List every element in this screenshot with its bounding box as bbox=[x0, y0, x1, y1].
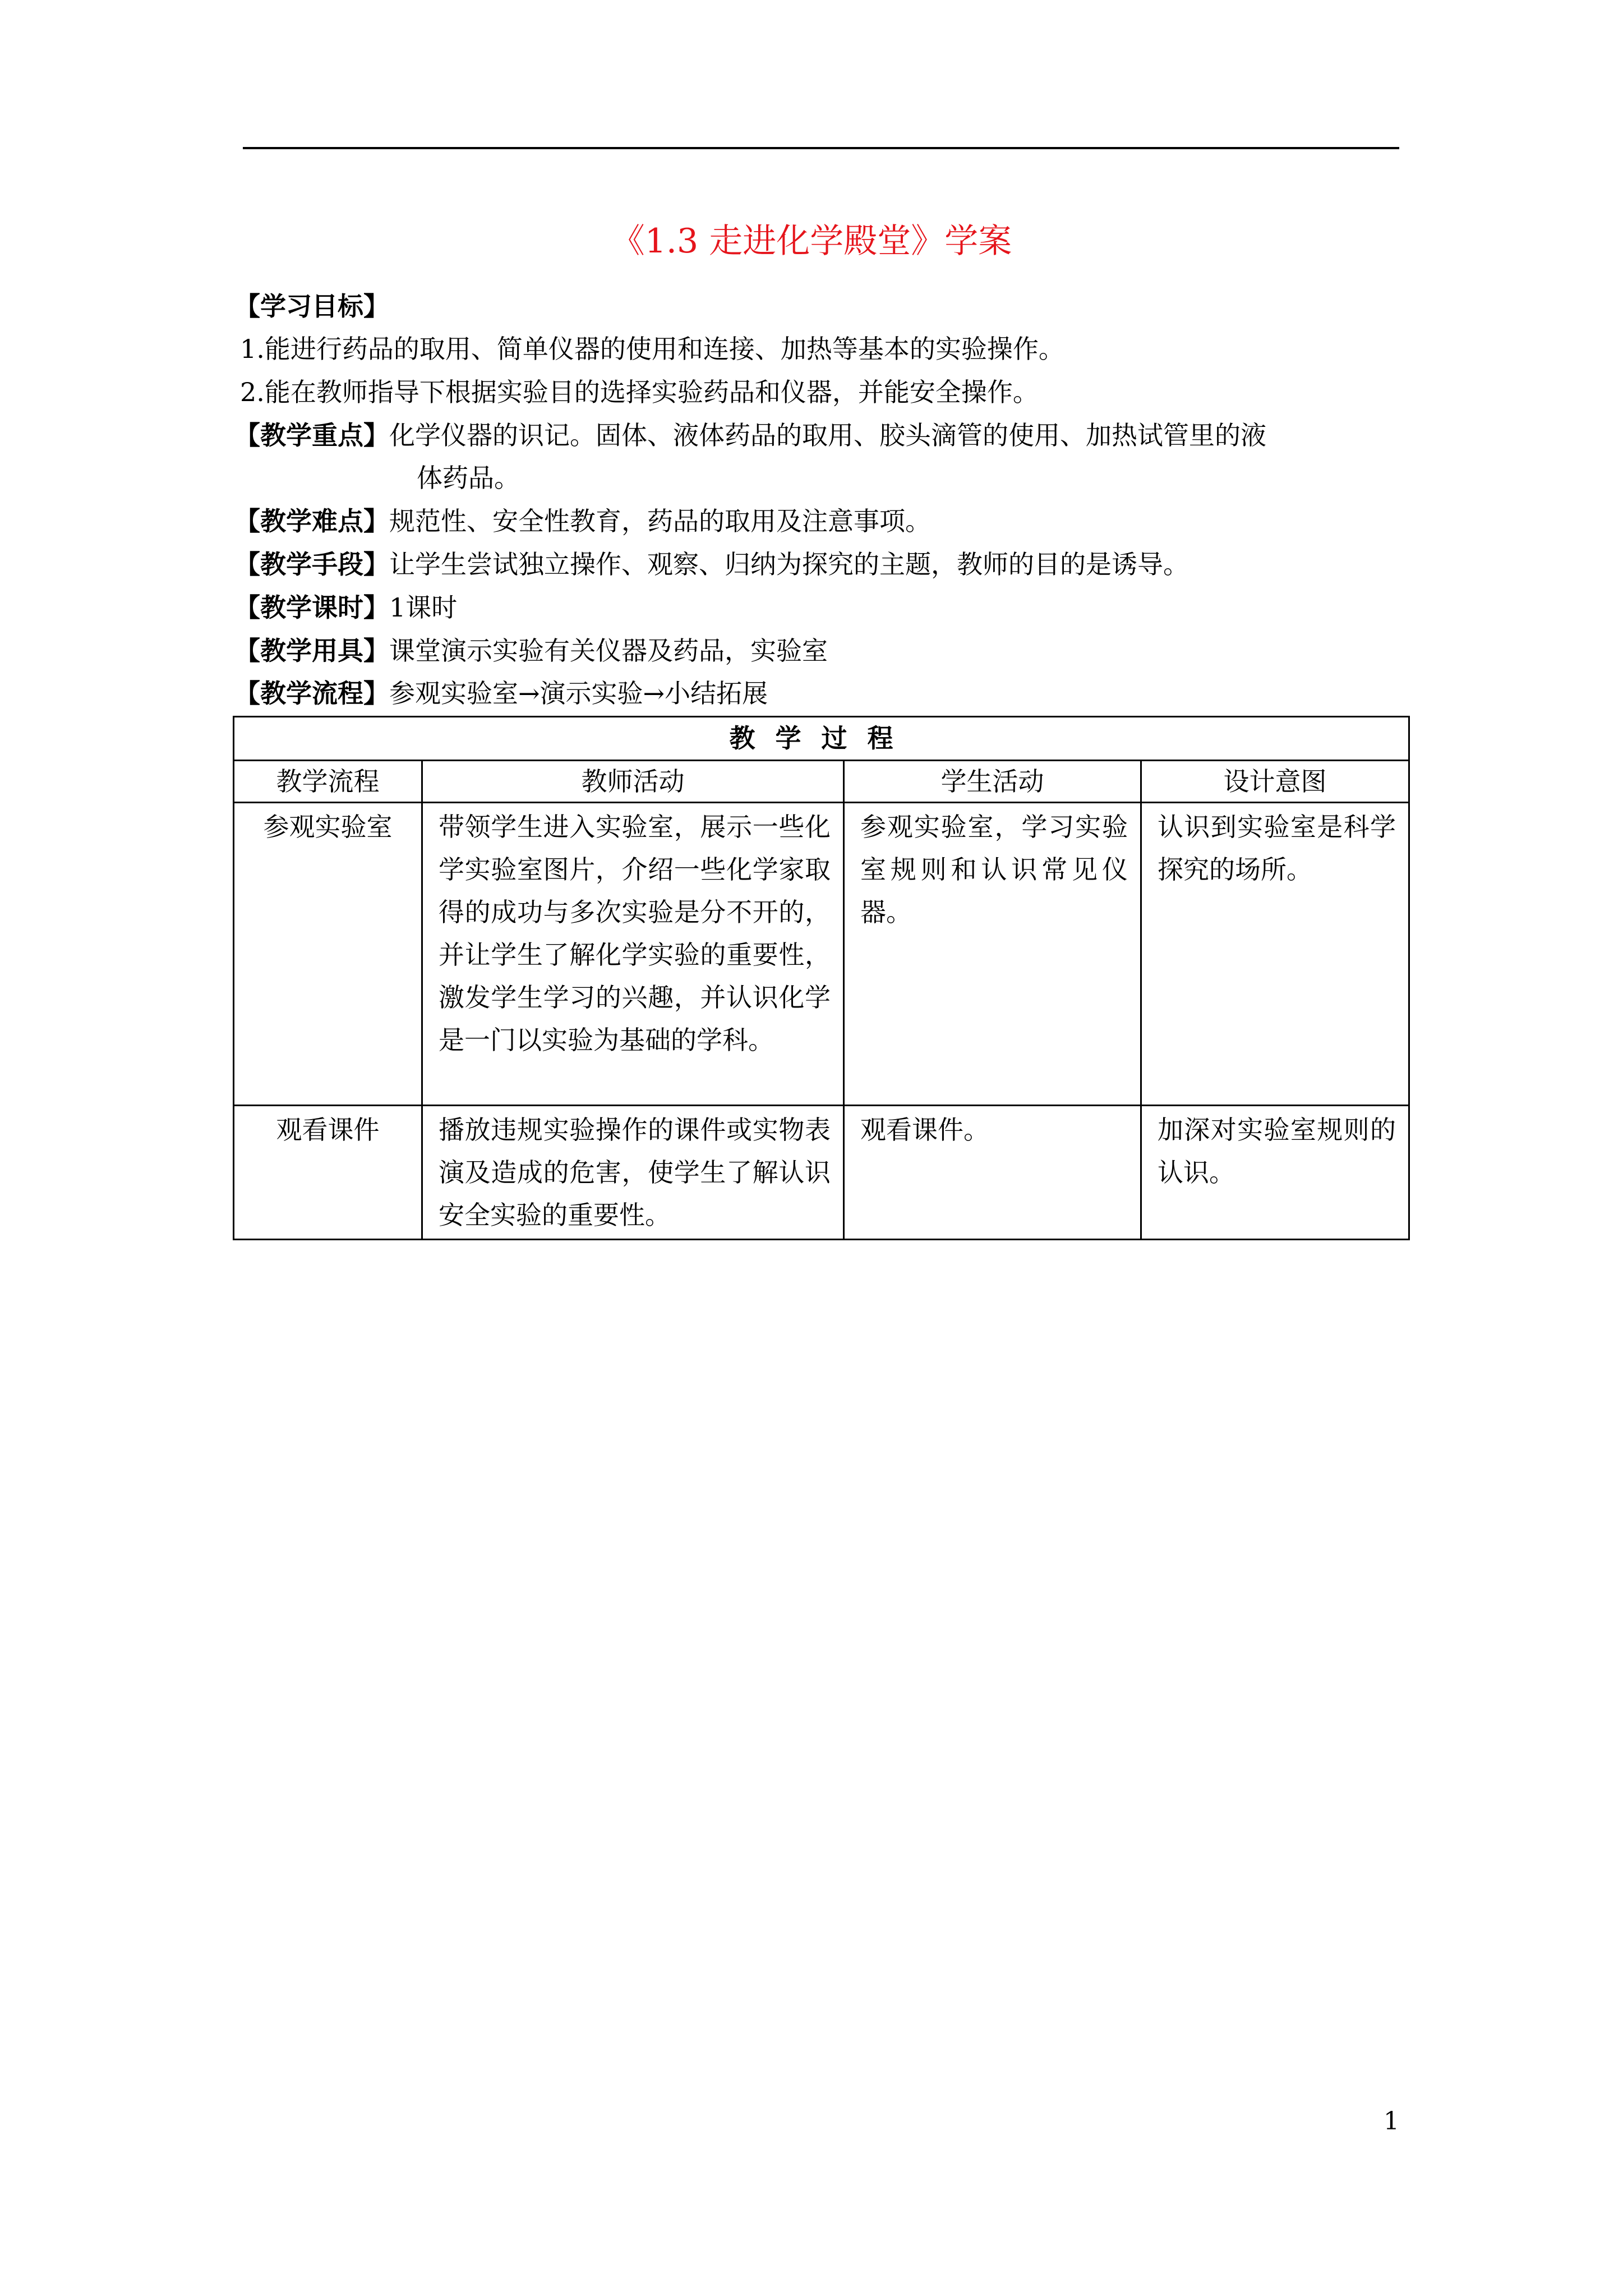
section-flow-label: 【教学流程】 bbox=[234, 678, 389, 708]
table-cell-stage: 参观实验室 bbox=[234, 803, 422, 1106]
table-heading: 教学过程 bbox=[234, 717, 1409, 761]
table-cell-teacher: 播放违规实验操作的课件或实物表演及造成的危害，使学生了解认识安全实验的重要性。 bbox=[422, 1106, 844, 1240]
section-methods bbox=[234, 543, 1189, 586]
section-tools-label: 【教学用具】 bbox=[234, 636, 389, 666]
section-methods-label: 【教学手段】 bbox=[234, 549, 389, 579]
section-key-points-label: 【教学重点】 bbox=[234, 420, 389, 450]
section-periods-label: 【教学课时】 bbox=[234, 592, 389, 623]
table-cell-student: 参观实验室，学习实验室规则和认识常见仪器。 bbox=[844, 803, 1141, 1106]
section-tools bbox=[234, 629, 828, 672]
section-tools-text: 课堂演示实验有关仪器及药品，实验室 bbox=[389, 636, 828, 666]
column-header-student: 学生活动 bbox=[844, 761, 1141, 803]
objectives-heading: 【学习目标】 bbox=[234, 291, 389, 321]
page-number: 1 bbox=[1384, 2107, 1399, 2136]
section-periods bbox=[234, 586, 457, 629]
table-heading-row bbox=[234, 717, 1409, 761]
table-cell-intent: 加深对实验室规则的认识。 bbox=[1141, 1106, 1409, 1240]
section-difficulties bbox=[234, 500, 931, 542]
table-cell-teacher: 带领学生进入实验室，展示一些化学实验室图片，介绍一些化学家取得的成功与多次实验是分不开的，并让学生了解化学实验的重要性，激发学生学习的兴趣，并认识化学是一门以实验为基础的学科。 bbox=[422, 803, 844, 1106]
document-title: 《1.3 走进化学殿堂》学案 bbox=[611, 222, 1012, 261]
table-cell-stage: 观看课件 bbox=[234, 1106, 422, 1240]
section-key-points-text: 化学仪器的识记。固体、液体药品的取用、胶头滴管的使用、加热试管里的液 bbox=[389, 420, 1266, 450]
section-flow bbox=[234, 672, 768, 715]
table-row bbox=[234, 1106, 1409, 1240]
header-rule bbox=[243, 147, 1399, 149]
section-key-points-continuation: 体药品。 bbox=[417, 463, 520, 493]
section-flow-text: 参观实验室→演示实验→小结拓展 bbox=[389, 678, 768, 708]
objective-item-1: 1.能进行药品的取用、简单仪器的使用和连接、加热等基本的实验操作。 bbox=[240, 334, 1064, 364]
section-key-points bbox=[234, 414, 1266, 457]
table-header-row bbox=[234, 761, 1409, 803]
teaching-process-table bbox=[233, 716, 1410, 1240]
column-header-intent: 设计意图 bbox=[1141, 761, 1409, 803]
objective-item-2: 2.能在教师指导下根据实验目的选择实验药品和仪器，并能安全操作。 bbox=[240, 377, 1039, 407]
section-periods-text: 1课时 bbox=[389, 592, 458, 623]
column-header-teacher: 教师活动 bbox=[422, 761, 844, 803]
column-header-stage: 教学流程 bbox=[234, 761, 422, 803]
table-cell-intent: 认识到实验室是科学探究的场所。 bbox=[1141, 803, 1409, 1106]
table-row bbox=[234, 803, 1409, 1106]
section-methods-text: 让学生尝试独立操作、观察、归纳为探究的主题，教师的目的是诱导。 bbox=[389, 549, 1189, 579]
section-difficulties-label: 【教学难点】 bbox=[234, 506, 389, 536]
table-cell-student: 观看课件。 bbox=[844, 1106, 1141, 1240]
section-difficulties-text: 规范性、安全性教育，药品的取用及注意事项。 bbox=[389, 506, 931, 536]
